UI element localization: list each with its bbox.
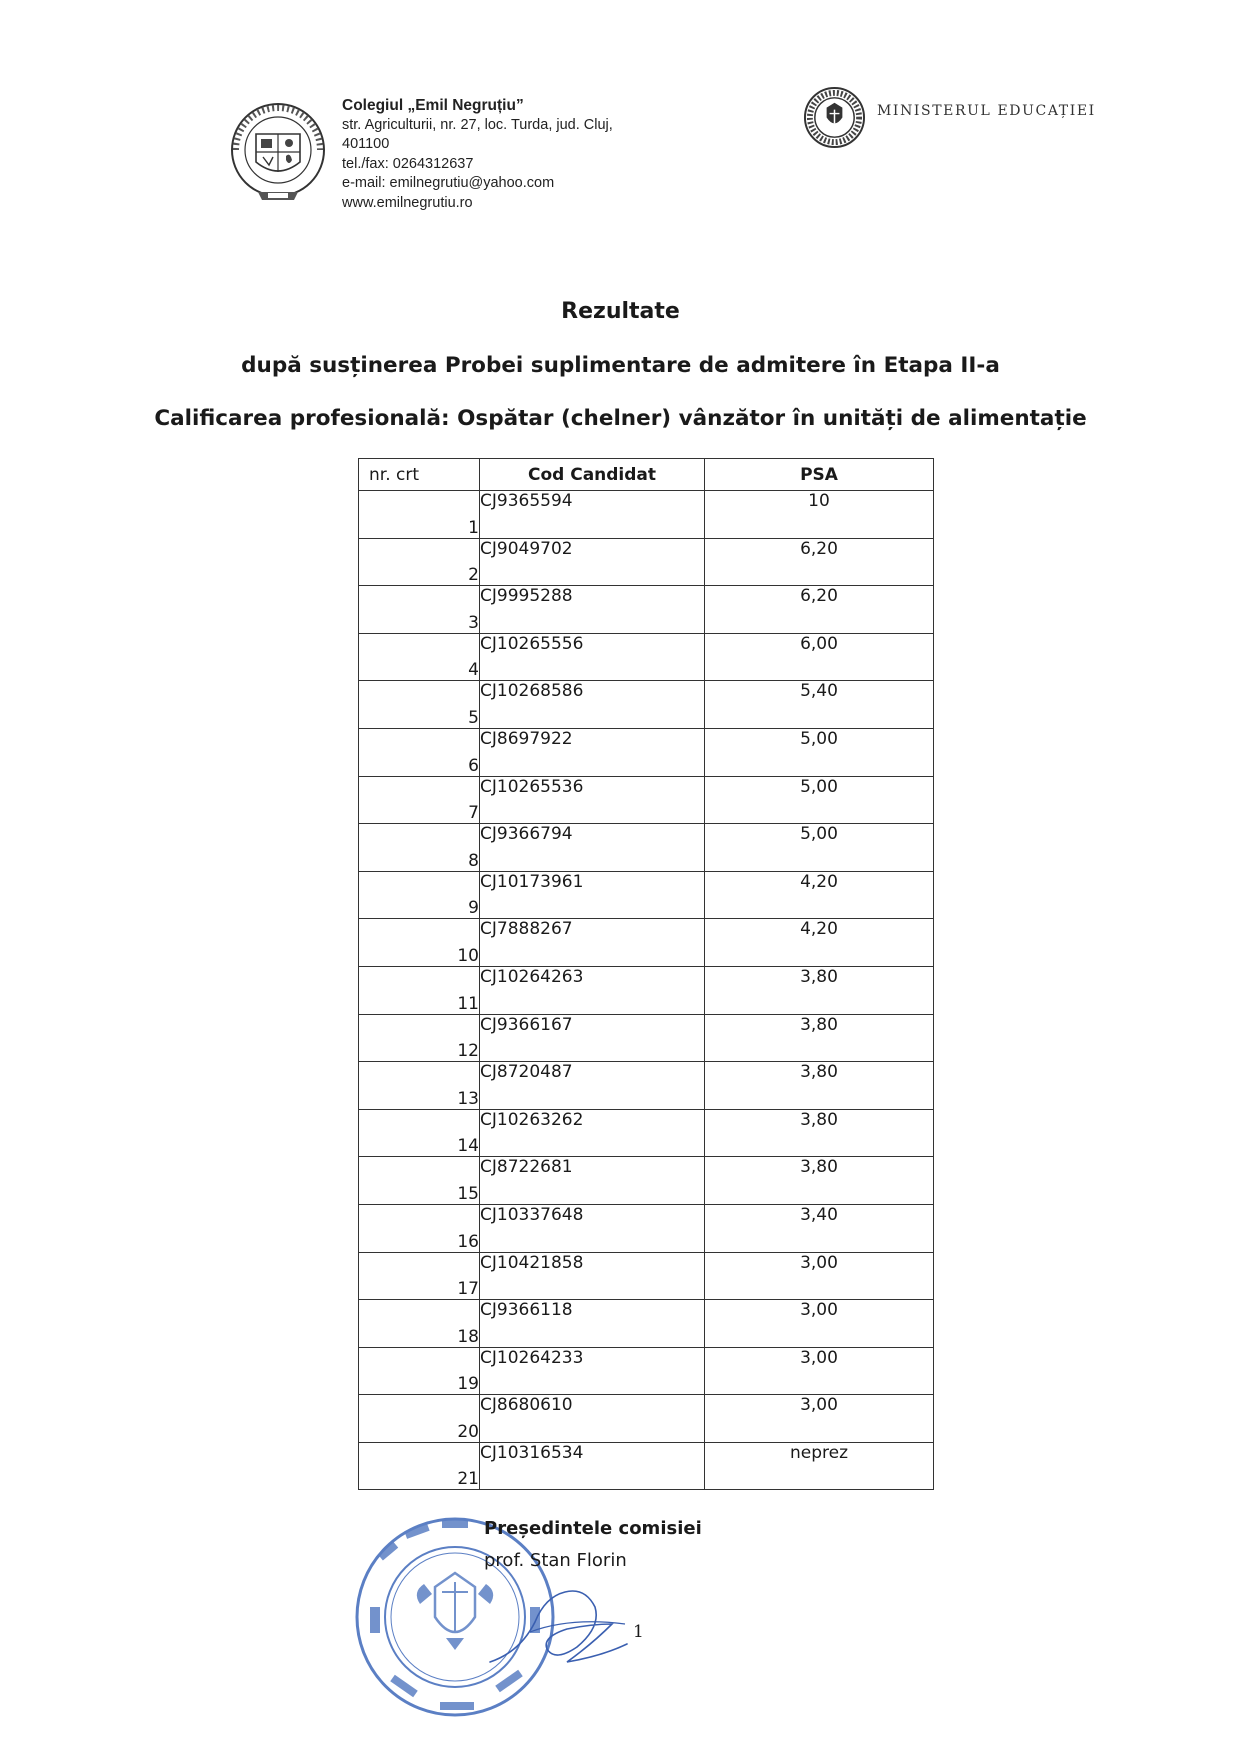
qualification-title: Calificarea profesională: Ospătar (chelner) vânzător în unități de alimentație bbox=[154, 406, 1087, 431]
row-number-cell: 20 bbox=[359, 1395, 480, 1443]
psa-score-cell: 10 bbox=[705, 491, 934, 539]
candidate-code-cell: CJ10337648 bbox=[480, 1204, 705, 1252]
table-row bbox=[359, 586, 934, 634]
row-number-cell: 19 bbox=[359, 1347, 480, 1395]
column-header-nr: nr. crt bbox=[359, 459, 480, 491]
row-number-cell: 21 bbox=[359, 1442, 480, 1490]
school-phone: tel./fax: 0264312637 bbox=[342, 155, 474, 172]
row-number-cell: 13 bbox=[359, 1062, 480, 1110]
candidate-code-cell: CJ9365594 bbox=[480, 491, 705, 539]
school-website: www.emilnegrutiu.ro bbox=[342, 194, 473, 211]
row-number-cell: 7 bbox=[359, 776, 480, 824]
table-header-row bbox=[359, 459, 934, 491]
school-crest-icon bbox=[228, 100, 328, 208]
table-row bbox=[359, 1204, 934, 1252]
ministry-name: MINISTERUL EDUCAȚIEI bbox=[877, 103, 1096, 119]
row-number-cell: 5 bbox=[359, 681, 480, 729]
psa-score-cell: 3,80 bbox=[705, 1062, 934, 1110]
candidate-code-cell: CJ10265536 bbox=[480, 776, 705, 824]
candidate-code-cell: CJ8720487 bbox=[480, 1062, 705, 1110]
table-row bbox=[359, 538, 934, 586]
candidate-code-cell: CJ10421858 bbox=[480, 1252, 705, 1300]
row-number-cell: 18 bbox=[359, 1300, 480, 1348]
row-number-cell: 17 bbox=[359, 1252, 480, 1300]
candidate-code-cell: CJ10316534 bbox=[480, 1442, 705, 1490]
row-number-cell: 12 bbox=[359, 1014, 480, 1062]
school-contact-block bbox=[342, 96, 613, 213]
candidate-code-cell: CJ7888267 bbox=[480, 919, 705, 967]
candidate-code-cell: CJ10264263 bbox=[480, 966, 705, 1014]
table-row bbox=[359, 681, 934, 729]
psa-score-cell: 5,00 bbox=[705, 728, 934, 776]
table-row bbox=[359, 1109, 934, 1157]
row-number-cell: 15 bbox=[359, 1157, 480, 1205]
president-title: Președintele comisiei bbox=[484, 1518, 702, 1539]
candidate-code-cell: CJ10263262 bbox=[480, 1109, 705, 1157]
candidate-code-cell: CJ10268586 bbox=[480, 681, 705, 729]
candidate-code-cell: CJ9366118 bbox=[480, 1300, 705, 1348]
table-row bbox=[359, 491, 934, 539]
candidate-code-cell: CJ10173961 bbox=[480, 871, 705, 919]
table-row bbox=[359, 1062, 934, 1110]
table-row bbox=[359, 1347, 934, 1395]
row-number-cell: 9 bbox=[359, 871, 480, 919]
table-row bbox=[359, 728, 934, 776]
row-number-cell: 8 bbox=[359, 824, 480, 872]
table-row bbox=[359, 1157, 934, 1205]
candidate-code-cell: CJ9366794 bbox=[480, 824, 705, 872]
psa-score-cell: 3,00 bbox=[705, 1347, 934, 1395]
column-header-cod: Cod Candidat bbox=[480, 459, 705, 491]
row-number-cell: 11 bbox=[359, 966, 480, 1014]
psa-score-cell: 3,80 bbox=[705, 1157, 934, 1205]
candidate-code-cell: CJ10265556 bbox=[480, 633, 705, 681]
psa-score-cell: 5,40 bbox=[705, 681, 934, 729]
school-name: Colegiul „Emil Negruțiu” bbox=[342, 97, 524, 114]
row-number-cell: 1 bbox=[359, 491, 480, 539]
table-row bbox=[359, 919, 934, 967]
candidate-code-cell: CJ8680610 bbox=[480, 1395, 705, 1443]
table-row bbox=[359, 1442, 934, 1490]
psa-score-cell: 4,20 bbox=[705, 919, 934, 967]
psa-score-cell: neprez bbox=[705, 1442, 934, 1490]
candidate-code-cell: CJ8722681 bbox=[480, 1157, 705, 1205]
page-subtitle: după susținerea Probei suplimentare de admitere în Etapa II-a bbox=[241, 353, 1000, 378]
row-number-cell: 14 bbox=[359, 1109, 480, 1157]
psa-score-cell: 5,00 bbox=[705, 776, 934, 824]
school-email: e-mail: emilnegrutiu@yahoo.com bbox=[342, 175, 555, 191]
table-row bbox=[359, 824, 934, 872]
school-address-line2: 401100 bbox=[342, 136, 390, 152]
row-number-cell: 6 bbox=[359, 728, 480, 776]
row-number-cell: 10 bbox=[359, 919, 480, 967]
psa-score-cell: 3,00 bbox=[705, 1300, 934, 1348]
page-number: 1 bbox=[633, 1622, 644, 1642]
column-header-psa: PSA bbox=[705, 459, 934, 491]
table-row bbox=[359, 966, 934, 1014]
candidate-code-cell: CJ8697922 bbox=[480, 728, 705, 776]
psa-score-cell: 4,20 bbox=[705, 871, 934, 919]
school-address-line1: str. Agriculturii, nr. 27, loc. Turda, jud. Cluj, bbox=[342, 116, 613, 133]
table-row bbox=[359, 1014, 934, 1062]
president-name: prof. Stan Florin bbox=[484, 1550, 627, 1571]
psa-score-cell: 6,20 bbox=[705, 538, 934, 586]
psa-score-cell: 3,00 bbox=[705, 1252, 934, 1300]
candidate-code-cell: CJ10264233 bbox=[480, 1347, 705, 1395]
government-seal-icon bbox=[803, 86, 866, 149]
table-row bbox=[359, 1395, 934, 1443]
psa-score-cell: 3,00 bbox=[705, 1395, 934, 1443]
table-row bbox=[359, 1252, 934, 1300]
psa-score-cell: 6,00 bbox=[705, 633, 934, 681]
table-row bbox=[359, 776, 934, 824]
candidate-code-cell: CJ9995288 bbox=[480, 586, 705, 634]
psa-score-cell: 3,80 bbox=[705, 1014, 934, 1062]
row-number-cell: 16 bbox=[359, 1204, 480, 1252]
table-row bbox=[359, 633, 934, 681]
table-row bbox=[359, 1300, 934, 1348]
psa-score-cell: 3,80 bbox=[705, 966, 934, 1014]
results-table-body bbox=[359, 491, 934, 1490]
psa-score-cell: 3,80 bbox=[705, 1109, 934, 1157]
psa-score-cell: 5,00 bbox=[705, 824, 934, 872]
row-number-cell: 4 bbox=[359, 633, 480, 681]
row-number-cell: 2 bbox=[359, 538, 480, 586]
psa-score-cell: 6,20 bbox=[705, 586, 934, 634]
candidate-code-cell: CJ9366167 bbox=[480, 1014, 705, 1062]
row-number-cell: 3 bbox=[359, 586, 480, 634]
psa-score-cell: 3,40 bbox=[705, 1204, 934, 1252]
page-title: Rezultate bbox=[561, 299, 680, 324]
table-row bbox=[359, 871, 934, 919]
results-table bbox=[358, 458, 934, 1490]
candidate-code-cell: CJ9049702 bbox=[480, 538, 705, 586]
